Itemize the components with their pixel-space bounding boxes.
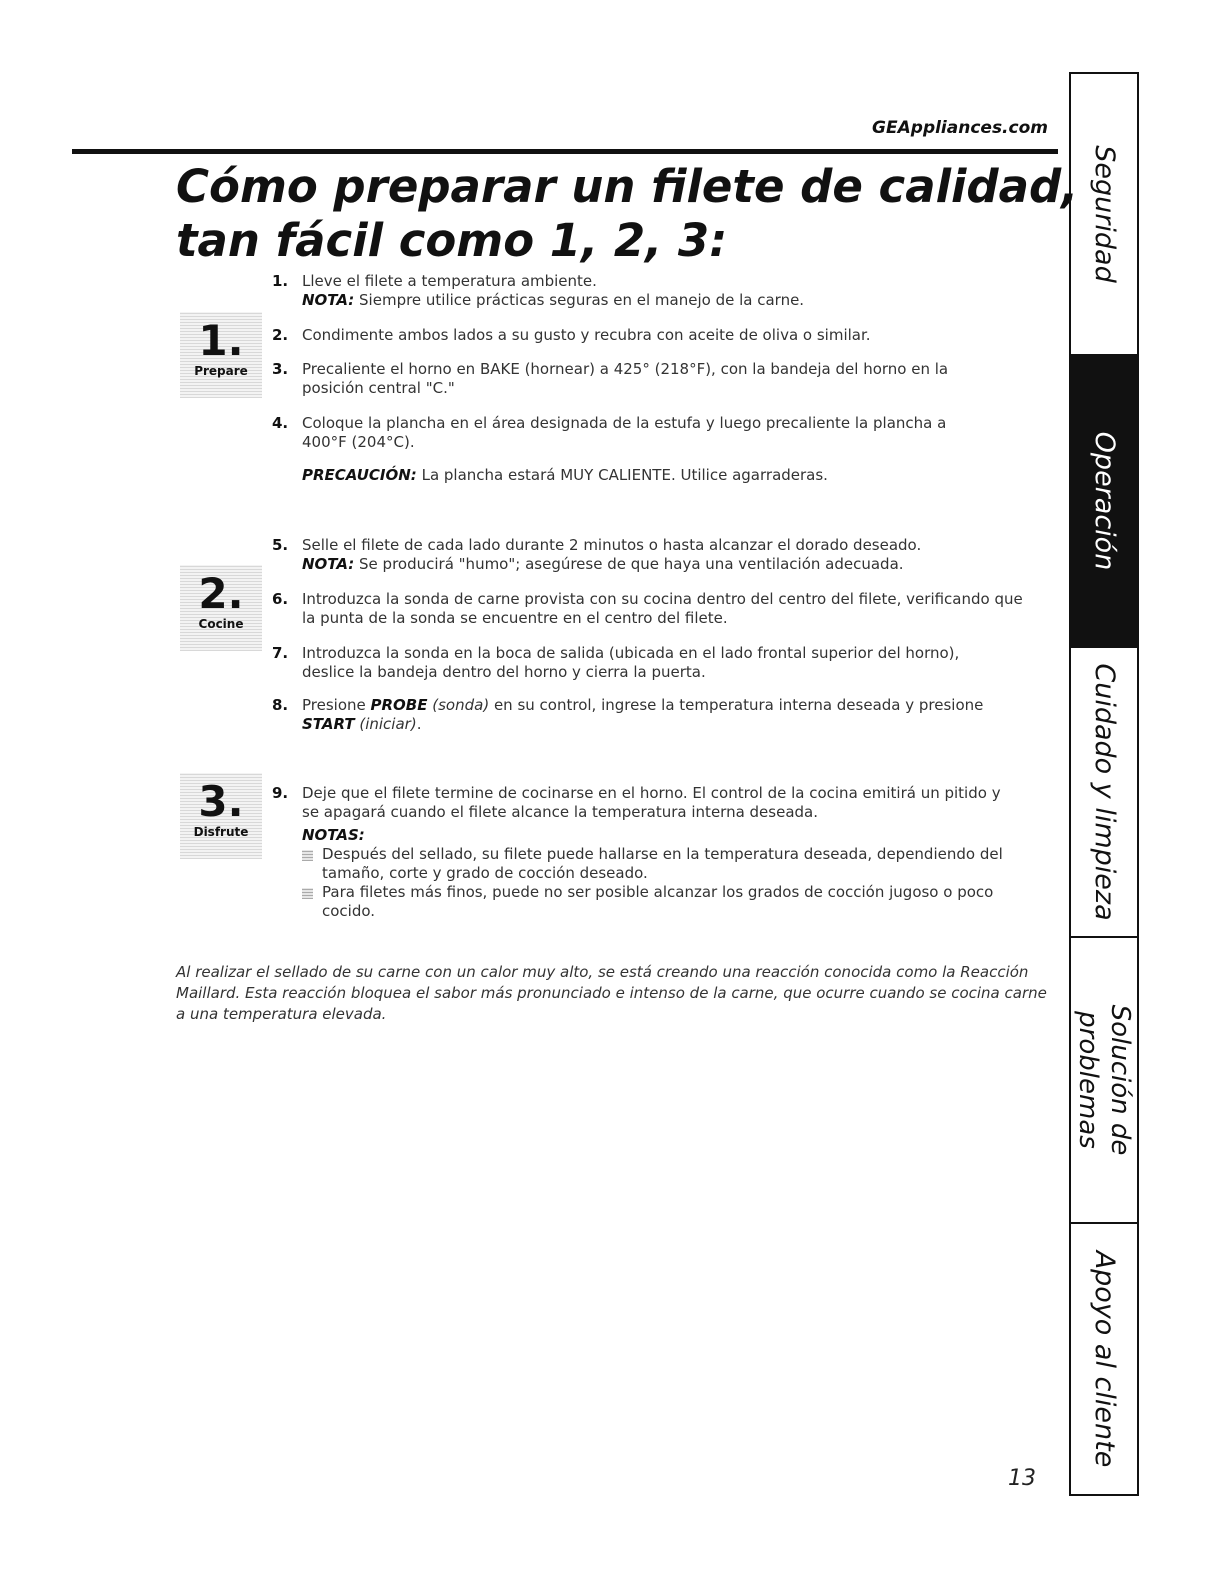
step-text: Lleve el filete a temperatura ambiente. [302, 272, 597, 290]
bullet-text: Para filetes más finos, puede no ser posible alcanzar los grados de cocción jugoso o poco cocido. [322, 883, 994, 920]
step-number: 7. [272, 644, 289, 662]
note-label: NOTA: [302, 555, 355, 573]
page-title [176, 160, 1078, 268]
step-text: Introduzca la sonda en la boca de salida (ubicada en el lado frontal superior del horno), deslice la bandeja dentro del horno y cierra la puerta. [302, 644, 960, 681]
step-text: Deje que el filete termine de cocinarse en el horno. El control de la cocina emitirá un pitido y se apagará cuando el filete alcance la temperatura interna deseada. [302, 784, 1001, 821]
tab-label: Solución de problemas [1073, 1004, 1135, 1156]
badge-number: 1. [198, 316, 244, 365]
step-text: Precaliente el horno en BAKE (hornear) a 425° (218°F), con la bandeja del horno en la posición central "C." [302, 360, 949, 397]
step-number: 1. [272, 272, 289, 290]
step-3 [272, 360, 1032, 398]
step-caution [302, 466, 982, 485]
probe-translation: (sonda) [427, 696, 490, 714]
step-text: Introduzca la sonda de carne provista con su cocina dentro del centro del filete, verificando que la punta de la sonda se encuentre en el centro del filete. [302, 590, 1023, 627]
step-number: 5. [272, 536, 289, 554]
step-2 [272, 326, 1032, 345]
step-text: Selle el filete de cada lado durante 2 minutos o hasta alcanzar el dorado deseado. [302, 536, 922, 554]
step-number: 2. [272, 326, 289, 344]
tab-label: Seguridad [1089, 145, 1120, 283]
note-label: NOTA: [302, 291, 355, 309]
section-sidebar [1069, 72, 1139, 1496]
header-rule [72, 149, 1058, 154]
note-text: Siempre utilice prácticas seguras en el manejo de la carne. [354, 291, 805, 309]
badge-prepare [180, 312, 262, 398]
badge-number: 2. [198, 569, 244, 618]
badge-disfrute [180, 773, 262, 859]
step-1 [272, 272, 1032, 310]
bullet-icon [302, 888, 313, 899]
step-number: 3. [272, 360, 289, 378]
probe-key: PROBE [370, 696, 428, 714]
note-text: Se producirá "humo"; asegúrese de que haya una ventilación adecuada. [354, 555, 904, 573]
maillard-note: Al realizar el sellado de su carne con un calor muy alto, se está creando una reacción conocida como la Reacción Maillard. Esta reacción bloquea el sabor más pronunciado e intenso de la carne, que ocurre cuando se cocina carne a una temperatura elevada. [176, 963, 1047, 1023]
tab-operacion[interactable] [1071, 356, 1137, 648]
tab-seguridad[interactable] [1071, 74, 1137, 356]
step-5 [272, 536, 1032, 574]
bullet-icon [302, 850, 313, 861]
badge-label: Disfrute [193, 825, 249, 839]
bullet-text: Después del sellado, su filete puede hallarse en la temperatura deseada, dependiendo del tamaño, corte y grado de cocción deseado. [322, 845, 1003, 882]
step-note [302, 555, 1032, 574]
step-number: 4. [272, 414, 289, 432]
step-text-part: . [416, 715, 422, 733]
notes-label: NOTAS: [302, 826, 365, 844]
step-9 [272, 784, 1032, 921]
tab-cuidado-y-limpieza[interactable] [1071, 648, 1137, 938]
badge-label: Cocine [198, 617, 244, 631]
title-line-1: Cómo preparar un filete de calidad, [176, 160, 1079, 213]
step-6 [272, 590, 1032, 628]
badge-cocine [180, 565, 262, 651]
step-text [302, 696, 1012, 734]
caution-label: PRECAUCIÓN: [302, 466, 417, 484]
step-text-part: Presione [302, 696, 371, 714]
tab-label: Apoyo al cliente [1089, 1250, 1120, 1468]
start-key: START [302, 715, 355, 733]
tab-apoyo-al-cliente[interactable] [1071, 1224, 1137, 1494]
title-line-2: tan fácil como 1, 2, 3: [176, 214, 728, 267]
step-number: 9. [272, 784, 289, 802]
tab-label: Cuidado y limpieza [1089, 663, 1120, 921]
step-number: 8. [272, 696, 289, 714]
badge-label: Prepare [194, 364, 248, 378]
start-translation: (iniciar) [354, 715, 417, 733]
note-bullet [302, 883, 1022, 921]
step-4 [272, 414, 1032, 485]
badge-number: 3. [198, 777, 244, 826]
caution-text: La plancha estará MUY CALIENTE. Utilice agarraderas. [416, 466, 828, 484]
note-bullet [302, 845, 1022, 883]
tab-label: Operación [1089, 431, 1120, 571]
step-text-part: en su control, ingrese la temperatura interna deseada y presione [489, 696, 984, 714]
page-number: 13 [1008, 1466, 1036, 1491]
step-text: Condimente ambos lados a su gusto y recubra con aceite de oliva o similar. [302, 326, 871, 344]
step-number: 6. [272, 590, 289, 608]
step-text: Coloque la plancha en el área designada de la estufa y luego precaliente la plancha a 400°F (204°C). [302, 414, 947, 451]
tab-solucion-de-problemas[interactable] [1071, 938, 1137, 1224]
step-note [302, 291, 1032, 310]
step-8 [272, 696, 1032, 734]
site-url: GEAppliances.com [872, 118, 1048, 138]
step-7 [272, 644, 1032, 682]
